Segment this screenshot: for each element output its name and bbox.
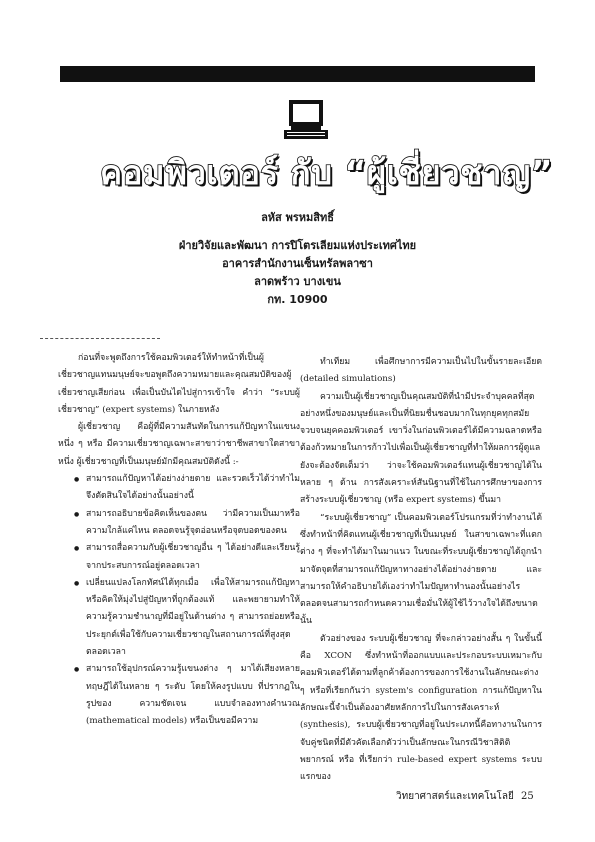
page-number: 25	[521, 791, 534, 802]
list-item: ● สามารถใช้อุปกรณ์ความรู้แขนงต่าง ๆ มาได้เสียงหลายทฤษฎีได้ในหลาย ๆ ระดับ โดยให้คงรูปแบบ ที่ปรากฏในรูปของ ความชัดเจน แบบจำลองทางคำนวณ (mathematical models) หรือเป็นขอมีความ	[58, 661, 300, 730]
section-divider	[40, 338, 160, 339]
list-item: ● สามารถแก้ปัญหาได้อย่างง่ายดาย และรวดเร็วได้ว่าทำไมจึงตัดสินใจได้อย่างนั้นอย่างนี้	[58, 471, 300, 506]
header-bar	[60, 66, 535, 82]
body-paragraph: ความเป็นผู้เชี่ยวชาญเป็นคุณสมบัติที่นำมีประจำบุคคลที่สุดอย่างหนึ่งของมนุษย์และเป็นที่นิยมชื่นชอบมากในทุกยุคทุกสมัย จวบจนยุคคอมพิวเตอร์ เขาวิ่งในก่อนพิวเตอร์ได้มีความฉลาดหรือต้องก้วหมายในการก้าวไปเพื่อเป็นผู้เชี่ยวชาญที่ทำให้ผลการผู้ดูแลยังจะต้องจัดเต็มว่า ว่าจะใช้คอมพิวเตอร์แทนผู้เชี่ยวชาญได้ในหลาย ๆ ด้าน การสังเคราะห์สันนิฐานที่ใช้ในการศึกษาของการสร้างระบบผู้เชี่ยวชาญ (หรือ expert systems) ขึ้นมา	[300, 391, 542, 506]
body-paragraph: ตัวอย่างของ ระบบผู้เชี่ยวชาญ ที่จะกล่าวอย่างสั้น ๆ ในขั้นนี้คือ XCON ซึ่งทำหน้าที่ออกแบบและประกอบระบบเหมาะกับคอมพิวเตอร์ได้ตามที่ลูกค้าต้องการของการใช้งานในลักษณะต่าง ๆ หรือที่เรียกกันว่า system's configuration การแก้ปัญหาในลักษณะนี้จำเป็นต้องอาศัยหลักการไปในการสังเคราะห์ (synthesis), ระบบผู้เชี่ยวชาญที่อยู่ในประเภทนี้คือทางานในการจับคู่ชนิดที่มีตัวคัดเลือกตัวว่าเป็นลักษณะในกรณีวิชาสิติติพยากรณ์ หรือ ที่เรียกว่า rule-based expert systems ระบบแรกของ	[300, 633, 542, 783]
affiliation-line: ฝ่ายวิจัยและพัฒนา การปิโตรเลียมแห่งประเทศไทย	[178, 239, 417, 252]
qualities-list	[58, 471, 300, 730]
page-footer	[396, 789, 534, 804]
definition-paragraph: ผู้เชี่ยวชาญ คือผู้ที่มีความสันทัดในการแก้ปัญหาในแขนงหนึ่ง ๆ หรือ มีความเชี่ยวชาญเฉพาะสาขาว่าชาชีพสาขาใดสาขาหนึ่ง ผู้เชี่ยวชาญที่เป็นมนุษย์มักมีคุณสมบัติดังนี้ :-	[58, 422, 300, 467]
list-item: ● เปลี่ยนแปลงโลกทัศน์ได้ทุกเมื่อ เพื่อให้สามารถแก้ปัญหาหรือคิดให้มุ่งไปสู่ปัญหาที่ถูกต้องแท้ และพยายามทำให้ความรู้ความชำนาญที่มีอยู่ในด้านต่าง ๆ สามารถย่อยหรือประยุกต์เพื่อใช้กับความเชี่ยวชาญในสถานการณ์ที่สูงสุดตลอดเวลา	[58, 575, 300, 661]
body-paragraph: “ระบบผู้เชี่ยวชาญ” เป็นคอมพิวเตอร์โปรแกรมที่ว่าทำงานได้ ซึ่งทำหน้าที่คิดแทนผู้เชี่ยวชาญที่เป็นมนุษย์ ในสาขาเฉพาะที่แตกต่าง ๆ ที่จะทำได้มาในมาแนว ในขณะที่ระบบผู้เชี่ยวชาญได้ถูกนำมาจัดจุดที่สามารถแก้ปัญหาทางอย่างได้อย่างง่ายดาย และสามารถให้คำอธิบายได้เองว่าทำไมปัญหาทำนองนั้นอย่างไร ตลอดจนสามารถกำหนดความเชื่อมั่นให้ผู้ใช้ไว้วางใจได้ถึงขนาดนั้น	[300, 512, 542, 627]
continuation-paragraph: ทำเทียม เพื่อศึกษาการมีความเป็นไปในขั้นรายละเอียด (detailed simulations)	[300, 357, 542, 385]
list-item: ● สามารถสื่อความกับผู้เชี่ยวชาญอื่น ๆ ได้อย่างดีและเรียนรู้จากประสบการณ์อยู่ตลอดเวลา	[58, 540, 300, 575]
list-item: ● สามารถอธิบายข้อคิดเห็นของตน ว่ามีความเป็นมาหรือความใกล้แค่ไหน ตลอดจนรู้จุดอ่อนหรือจุดบอดของตน	[58, 506, 300, 541]
intro-paragraph: ก่อนที่จะพูดถึงการใช้คอมพิวเตอร์ให้ทำหน้าที่เป็นผู้เชี่ยวชาญแทนมนุษย์จะขอพูดถึงความหมายและคุณสมบัติของผู้เชี่ยวชาญเสียก่อน เพื่อเป็นบันไดไปสู่การเข้าใจ คำว่า “ระบบผู้เชี่ยวชาญ” (expert systems) ในภายหลัง	[58, 353, 300, 415]
author-name: ลหัส พรหมสิทธิ์	[261, 211, 334, 224]
article-title: คอมพิวเตอร์ กับ “ผู้เชี่ยวชาญ”	[100, 153, 553, 192]
computer-icon	[283, 99, 329, 141]
affiliation-line: กท. 10900	[267, 293, 328, 306]
affiliation-line: ลาดพร้าว บางเขน	[254, 275, 341, 288]
journal-name: วิทยาศาสตร์และเทคโนโลยี	[396, 791, 514, 802]
right-column	[300, 354, 542, 786]
affiliation-line: อาคารสำนักงานเซ็นทรัลพลาซา	[222, 257, 373, 270]
left-column	[58, 350, 300, 731]
